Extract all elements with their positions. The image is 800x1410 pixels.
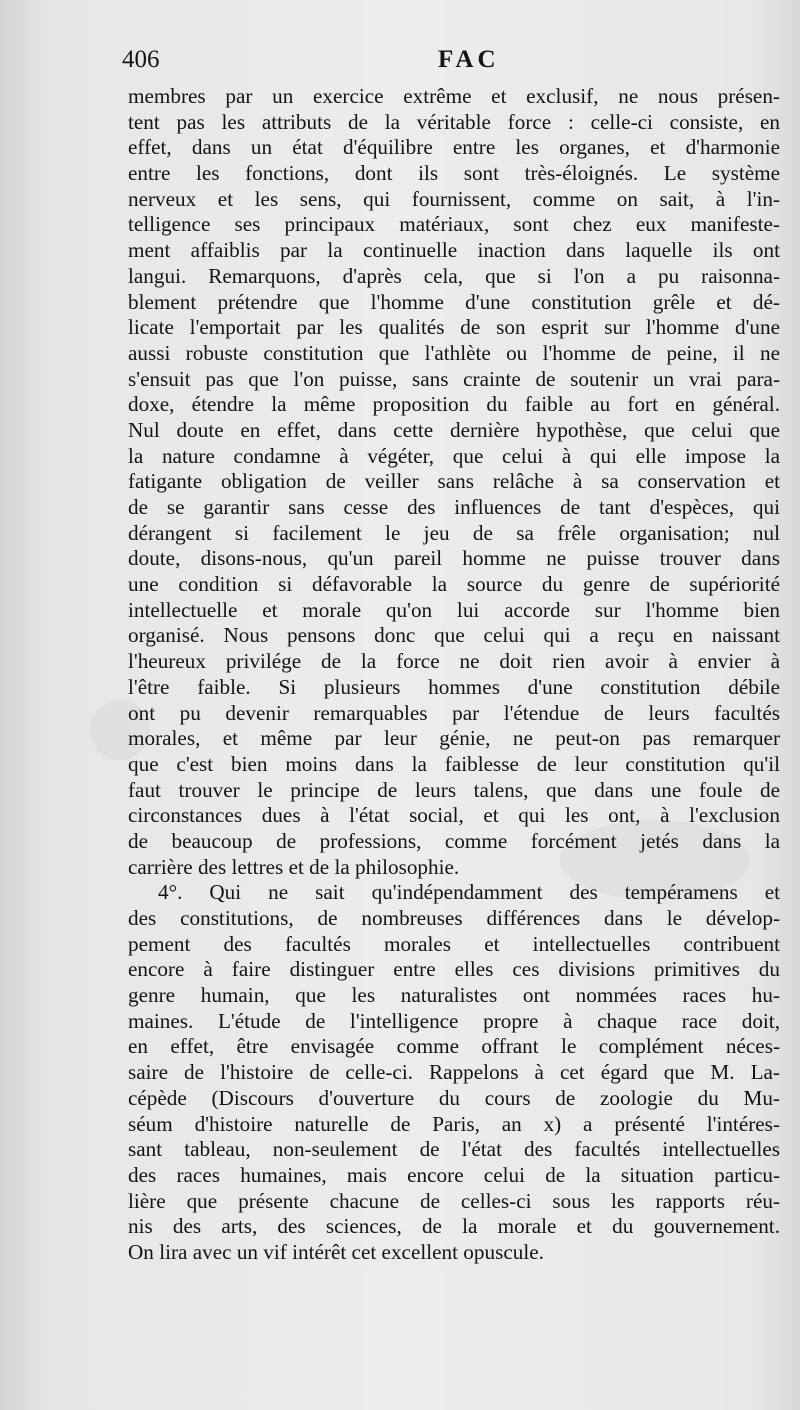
text-line: la nature condamne à végéter, que celui à qui elle impose la [128, 443, 780, 468]
text-line: de beaucoup de professions, comme forcément jetés dans la [128, 828, 780, 853]
text-line: tent pas les attributs de la véritable force : celle-ci consiste, en [128, 109, 780, 134]
text-line: aussi robuste constitution que l'athlète ou l'homme de peine, il ne [128, 340, 780, 365]
text-line: fatigante obligation de veiller sans relâche à sa conservation et [128, 469, 780, 494]
text-line: pement des facultés morales et intellectuelles contribuent [128, 931, 780, 956]
page-number: 406 [122, 46, 160, 73]
text-line: genre humain, que les naturalistes ont nommées races hu- [128, 983, 780, 1008]
text-line: des constitutions, de nombreuses différences dans le dévelop- [128, 906, 780, 930]
text-line: intellectuelle et morale qu'on lui accorde sur l'homme bien [128, 597, 780, 622]
text-line: nerveux et les sens, qui fournissent, comme on sait, à l'in- [128, 186, 780, 211]
text-line: carrière des lettres et de la philosophie. [128, 854, 460, 879]
text-line: doute, disons-nous, qu'un pareil homme ne puisse trouver dans [128, 546, 780, 571]
text-line: dérangent si facilement le jeu de sa frêle organisation; nul [128, 520, 780, 545]
text-line: doxe, étendre la même proposition du faible au fort en général. [128, 392, 780, 417]
text-line: sant tableau, non-seulement de l'état des facultés intellectuelles [128, 1137, 780, 1162]
text-line: langui. Remarquons, d'après cela, que si l'on a pu raisonna- [128, 263, 780, 288]
text-line: l'heureux privilége de la force ne doit rien avoir à envier à [128, 649, 780, 674]
text-line: que c'est bien moins dans la faiblesse de leur constitution qu'il [128, 751, 780, 776]
text-line: circonstances dues à l'état social, et qui les ont, à l'exclusion [128, 803, 780, 828]
text-line: saire de l'histoire de celle-ci. Rappelons à cet égard que M. La- [128, 1060, 780, 1085]
running-head: FAC [438, 46, 500, 73]
text-line: faut trouver le principe de leurs talens, que dans une foule de [128, 777, 780, 802]
text-line: l'être faible. Si plusieurs hommes d'une constitution débile [128, 674, 780, 699]
text-line: 4°. Qui ne sait qu'indépendamment des tempéramens et [158, 880, 780, 905]
text-line: licate l'emportait par les qualités de son esprit sur l'homme d'une [128, 315, 780, 340]
text-line: membres par un exercice extrême et exclusif, ne nous présen- [128, 84, 780, 108]
text-line: lière que présente chacune de celles-ci sous les rapports réu- [128, 1188, 780, 1213]
text-line: des races humaines, mais encore celui de la situation particu- [128, 1162, 780, 1187]
text-line: ment affaiblis par la continuelle inaction dans laquelle ils ont [128, 238, 780, 263]
text-line: blement prétendre que l'homme d'une constitution grêle et dé- [128, 289, 780, 314]
text-line: On lira avec un vif intérêt cet excellent opuscule. [128, 1239, 544, 1264]
text-line: ont pu devenir remarquables par l'étendue de leurs facultés [128, 700, 780, 725]
text-line: morales, et même par leur génie, ne peut-on pas remarquer [128, 726, 780, 751]
text-line: telligence ses principaux matériaux, sont chez eux manifeste- [128, 212, 780, 237]
text-line: organisé. Nous pensons donc que celui qui a reçu en naissant [128, 623, 780, 648]
text-line: une condition si défavorable la source du genre de supériorité [128, 572, 780, 597]
text-line: Nul doute en effet, dans cette dernière hypothèse, que celui que [128, 417, 780, 442]
text-line: effet, dans un état d'équilibre entre les organes, et d'harmonie [128, 135, 780, 160]
text-line: cépède (Discours d'ouverture du cours de zoologie du Mu- [128, 1085, 780, 1110]
page-header [0, 46, 800, 80]
text-line: de se garantir sans cesse des influences de tant d'espèces, qui [128, 495, 780, 519]
text-line: entre les fonctions, dont ils sont très-éloignés. Le système [128, 161, 780, 186]
text-line: nis des arts, des sciences, de la morale et du gouvernement. [128, 1214, 780, 1239]
text-line: maines. L'étude de l'intelligence propre à chaque race doit, [128, 1008, 780, 1033]
text-line: en effet, être envisagée comme offrant le complément néces- [128, 1034, 780, 1059]
body-text [128, 84, 780, 1266]
text-line: séum d'histoire naturelle de Paris, an x) a présenté l'intéres- [128, 1111, 780, 1136]
text-line: encore à faire distinguer entre elles ces divisions primitives du [128, 957, 780, 982]
text-line: s'ensuit pas que l'on puisse, sans crainte de soutenir un vrai para- [128, 366, 780, 391]
